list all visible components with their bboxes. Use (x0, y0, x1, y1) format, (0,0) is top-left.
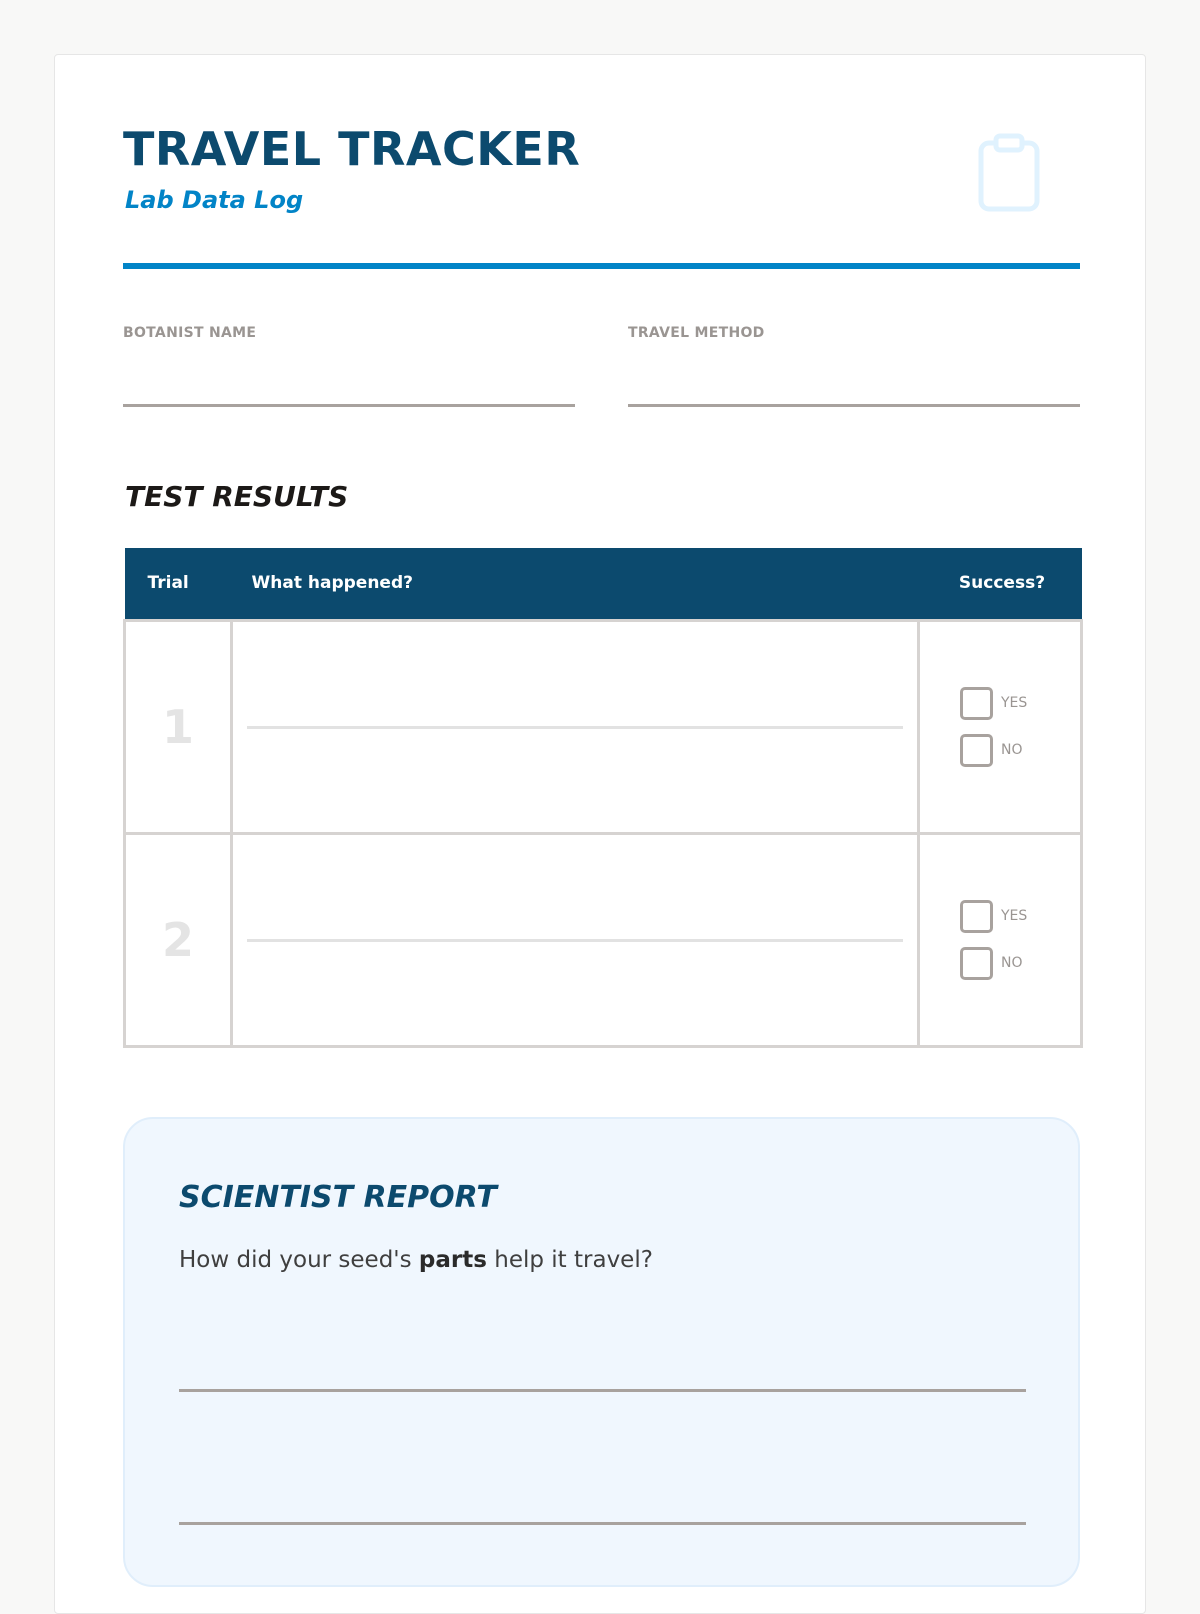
yes-option[interactable] (960, 900, 1080, 933)
travel-method-label: TRAVEL METHOD (628, 325, 765, 341)
writing-line (247, 726, 903, 729)
worksheet-page (54, 54, 1146, 1614)
yes-label: YES (1001, 695, 1028, 711)
report-question-emphasis: parts (418, 1247, 487, 1273)
scientist-report-title: SCIENTIST REPORT (179, 1180, 497, 1215)
test-results-table (123, 548, 1083, 1048)
no-label: NO (1001, 742, 1023, 758)
yes-label: YES (1001, 908, 1028, 924)
what-happened-column-header: What happened? (251, 573, 413, 594)
travel-method-field[interactable] (628, 404, 1080, 407)
success-column-header: Success? (958, 573, 1046, 594)
no-label: NO (1001, 955, 1023, 971)
yes-checkbox[interactable] (960, 687, 993, 720)
table-header-row (125, 548, 1082, 620)
page-subtitle: Lab Data Log (125, 186, 304, 214)
writing-line (247, 939, 903, 942)
success-cell (919, 833, 1082, 1046)
botanist-name-label: BOTANIST NAME (123, 325, 257, 341)
no-option[interactable] (960, 947, 1080, 980)
yes-option[interactable] (960, 687, 1080, 720)
no-option[interactable] (960, 734, 1080, 767)
test-results-heading: TEST RESULTS (125, 480, 349, 513)
success-cell (919, 620, 1082, 833)
trial-column-header: Trial (147, 573, 189, 594)
answer-line[interactable] (179, 1522, 1026, 1525)
answer-line[interactable] (179, 1389, 1026, 1392)
header-divider (123, 263, 1080, 269)
report-question (179, 1245, 653, 1275)
table-row (125, 620, 1082, 833)
page-title: TRAVEL TRACKER (123, 122, 581, 176)
scientist-report-box (123, 1117, 1080, 1587)
report-question-start: How did your seed's (179, 1247, 419, 1273)
no-checkbox[interactable] (960, 734, 993, 767)
what-happened-cell[interactable] (232, 620, 919, 833)
table-row (125, 833, 1082, 1046)
report-question-end: help it travel? (486, 1247, 653, 1273)
what-happened-cell[interactable] (232, 833, 919, 1046)
botanist-name-field[interactable] (123, 404, 575, 407)
trial-number: 2 (125, 833, 232, 1046)
trial-number: 1 (125, 620, 232, 833)
clipboard-icon (977, 133, 1047, 213)
no-checkbox[interactable] (960, 947, 993, 980)
yes-checkbox[interactable] (960, 900, 993, 933)
